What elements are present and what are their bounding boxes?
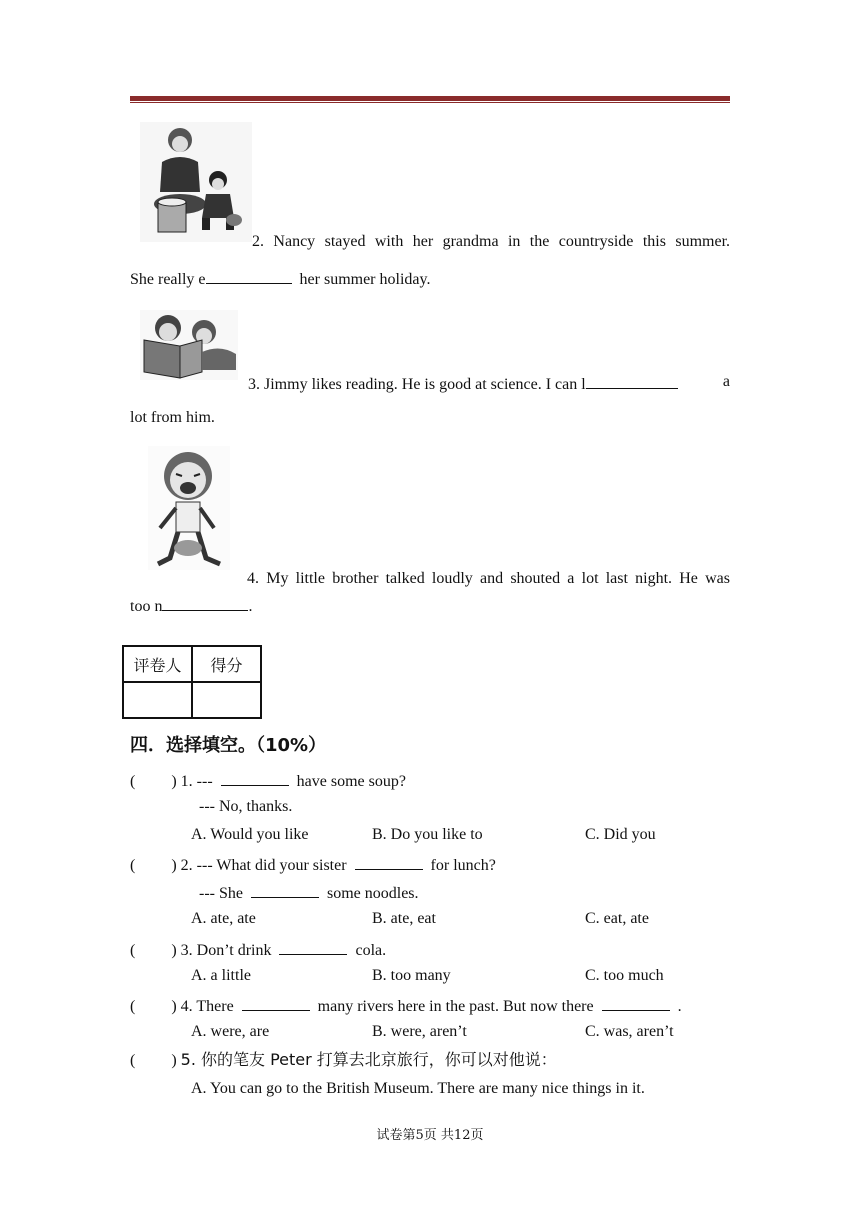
item-1-reply: --- No, thanks. [199, 798, 293, 815]
item-1-option-c[interactable]: C. Did you [585, 826, 656, 843]
section-title: 四．选择填空。（10%） [130, 735, 327, 756]
item-1-option-a[interactable]: A. Would you like [191, 826, 309, 843]
q3-2-line1: 2. Nancy stayed with her grandma in the countryside this summer. [252, 233, 731, 250]
header-rule [130, 96, 730, 101]
q3-2-line2: She really e her summer holiday. [130, 267, 430, 290]
item-4-option-b[interactable]: B. were, aren’t [372, 1023, 467, 1040]
answer-blank[interactable] [242, 994, 310, 1011]
item-4-option-c[interactable]: C. was, aren’t [585, 1023, 674, 1040]
item-5-question: ( ) 5. 你的笔友 Peter 打算去北京旅行，你可以对他说： [130, 1050, 557, 1069]
item-1-question: ( ) 1. --- have some soup? [130, 769, 406, 792]
item-2-option-a[interactable]: A. ate, ate [191, 910, 256, 927]
item-4-question: ( ) 4. There many rivers here in the past. But now there . [130, 994, 682, 1017]
page-footer: 试卷第5页 共12页 [376, 1128, 484, 1143]
item-2-option-b[interactable]: B. ate, eat [372, 910, 436, 927]
item-3-option-b[interactable]: B. too many [372, 967, 451, 984]
item-5-option-a[interactable]: A. You can go to the British Museum. There are many nice things in it. [191, 1080, 645, 1097]
grader-cell[interactable] [123, 682, 192, 718]
grandma-child-icon [140, 122, 252, 242]
item-4-option-a[interactable]: A. were, are [191, 1023, 270, 1040]
q3-3-line2: lot from him. [130, 409, 215, 426]
answer-blank[interactable] [221, 769, 289, 786]
answer-blank[interactable] [279, 938, 347, 955]
item-3-question: ( ) 3. Don’t drink cola. [130, 938, 386, 961]
score-header: 得分 [192, 646, 261, 682]
item-2-option-c[interactable]: C. eat, ate [585, 910, 649, 927]
item-3-option-c[interactable]: C. too much [585, 967, 664, 984]
q3-3-line1: 3. Jimmy likes reading. He is good at science. I can l a [248, 373, 730, 393]
answer-blank[interactable] [251, 881, 319, 898]
answer-blank[interactable] [586, 372, 678, 389]
item-1-option-b[interactable]: B. Do you like to [372, 826, 483, 843]
item-2-reply: --- She some noodles. [199, 881, 419, 904]
crying-boy-icon [148, 446, 230, 570]
children-reading-icon [140, 310, 238, 380]
q3-4-line2: too n . [130, 594, 252, 617]
score-table [122, 645, 262, 719]
score-cell[interactable] [192, 682, 261, 718]
answer-blank[interactable] [206, 267, 292, 284]
q3-4-line1: 4. My little brother talked loudly and shouted a lot last night. He was [247, 570, 731, 587]
item-2-question: ( ) 2. --- What did your sister for lunch? [130, 853, 496, 876]
answer-blank[interactable] [162, 594, 248, 611]
answer-blank[interactable] [355, 853, 423, 870]
grader-header: 评卷人 [123, 646, 192, 682]
item-3-option-a[interactable]: A. a little [191, 967, 251, 984]
answer-blank[interactable] [602, 994, 670, 1011]
